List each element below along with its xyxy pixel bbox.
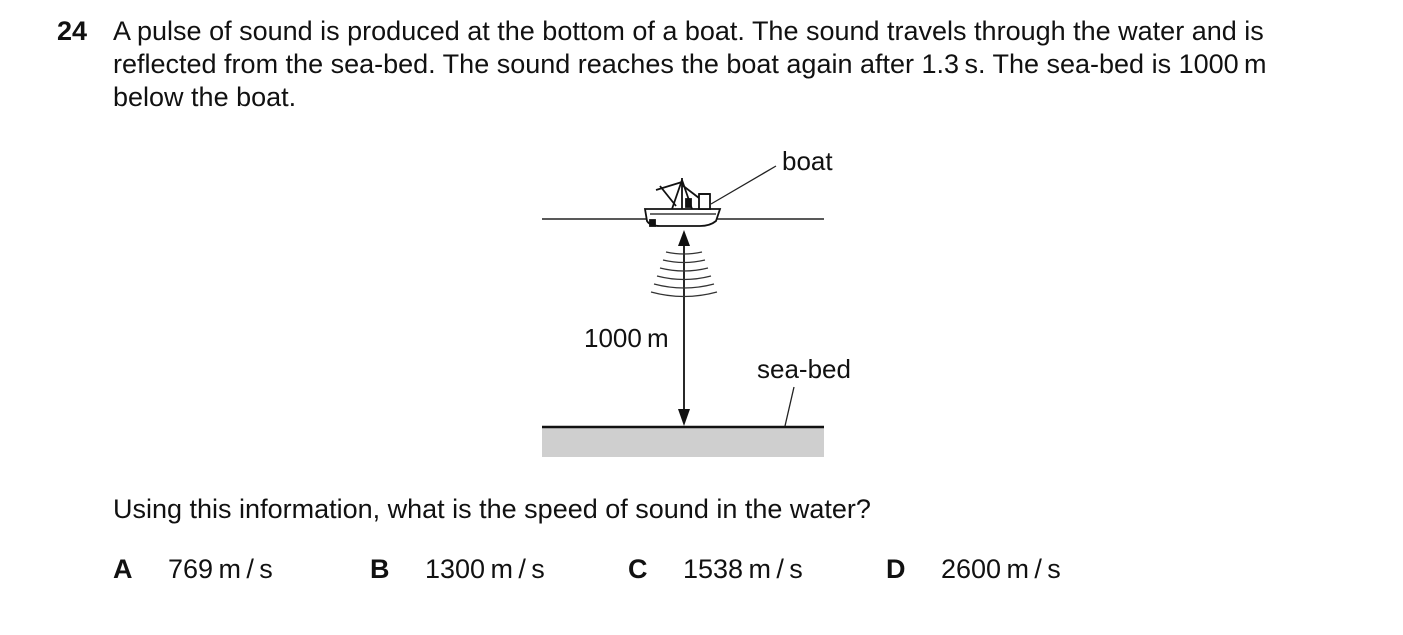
option-c[interactable] (628, 553, 803, 586)
option-value: 1300 m / s (425, 554, 545, 584)
option-value: 2600 m / s (941, 554, 1061, 584)
arrow-head-up (678, 230, 690, 246)
option-value: 1538 m / s (683, 554, 803, 584)
boat-label: boat (782, 146, 833, 176)
option-a[interactable] (113, 553, 273, 586)
stem-line-1: A pulse of sound is produced at the bottom of a boat. The sound travels through the water and is (113, 16, 1264, 46)
seabed-label: sea-bed (757, 354, 851, 384)
option-letter: C (628, 554, 648, 584)
option-value: 769 m / s (168, 554, 273, 584)
seabed-leader-line (785, 387, 794, 426)
boat-icon (645, 178, 720, 226)
question-number: 24 (57, 16, 88, 46)
stem-line-2: reflected from the sea-bed. The sound reaches the boat again after 1.3 s. The sea-bed is 1000 m (113, 49, 1267, 79)
question-prompt: Using this information, what is the speed of sound in the water? (113, 494, 871, 524)
boat-leader-line (711, 166, 776, 204)
option-letter: A (113, 554, 133, 584)
option-d[interactable] (886, 553, 1061, 586)
seabed-block (542, 427, 824, 457)
option-b[interactable] (370, 553, 545, 586)
option-letter: B (370, 554, 390, 584)
arrow-head-down (678, 409, 690, 426)
option-letter: D (886, 554, 906, 584)
depth-label: 1000 m (584, 323, 669, 353)
stem-line-3: below the boat. (113, 82, 297, 112)
